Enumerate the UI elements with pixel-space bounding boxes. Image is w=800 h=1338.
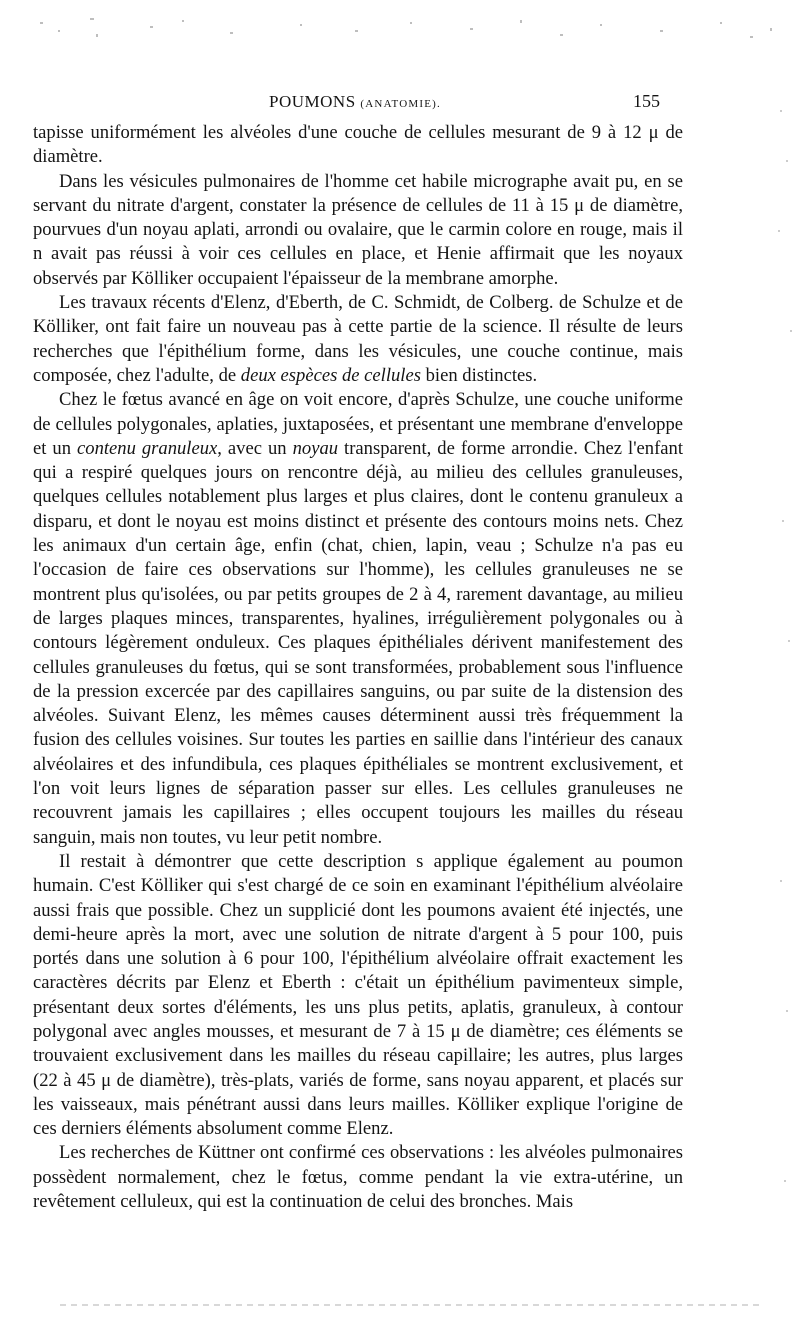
italic-text: contenu granuleux xyxy=(77,437,218,459)
italic-text: noyau xyxy=(292,437,339,459)
text-run: bien distinctes. xyxy=(420,364,538,386)
text-run: Les recherches de Küttner ont confirmé ces observations : les alvéoles pulmonaires possèdent normalement, chez le fœtus, comme pendant la vie extra-utérine, un revêtement celluleux, qui est la continuation de celui des bronches. Mais xyxy=(33,1142,683,1213)
scan-noise-bottom xyxy=(60,1304,760,1306)
running-title-main: POUMONS xyxy=(269,92,356,111)
paragraph xyxy=(33,291,683,388)
scan-noise-top xyxy=(0,0,800,80)
paragraph xyxy=(33,1141,683,1214)
italic-text: deux espèces de cellules xyxy=(240,364,421,386)
text-run: transparent, de forme arrondie. Chez l'enfant qui a respiré quelques jours on rencontre déjà, au milieu des cellules granuleuses, quelques cellules notablement plus larges et plus claires, dont le contenu granuleux a disparu, et dont le noyau est moins distinct et présente des contours moins nets. Chez les animaux d'un certain âge, enfin (chat, chien, lapin, veau ; Schulze n'a pas eu l'occasion de faire ces observations sur l'homme), les cellules granuleuses ne se montrent plus qu'isolées, ou par petits groupes de 2 à 4, rarement davantage, au milieu de larges plaques minces, transparentes, hyalines, irrégulièrement polygonales ou à contours légèrement onduleux. Ces plaques épithéliales dérivent manifestement des cellules granuleuses du fœtus, qui se sont transformées, probablement sous l'influence de la pression excercée par des capillaires sanguins, ou par suite de la distension des alvéoles. Suivant Elenz, les mêmes causes déterminent aussi très fréquemment la fusion des cellules voisines. Sur toutes les parties en saillie dans l'intérieur des canaux alvéolaires et des infundibula, ces plaques épithéliales se montrent exclusivement, et l'on voit leurs lignes de séparation passer sur elles. Les cellules granuleuses ne recouvrent jamais les capillaires ; elles occupent toujours les mailles du réseau sanguin, mais non toutes, vu leur petit nombre. xyxy=(33,437,684,848)
body-text xyxy=(33,121,683,1214)
paragraph xyxy=(33,850,683,1142)
text-run: tapisse uniformément les alvéoles d'une couche de cellules mesurant de 9 à 12 μ de diamètre. xyxy=(33,122,683,168)
running-title-sub: (ANATOMIE). xyxy=(360,98,441,110)
scan-noise-right-edge xyxy=(760,0,800,1338)
text-run: Il restait à démontrer que cette description s applique également au poumon humain. C'est Kölliker qui s'est chargé de ce soin en examinant l'épithélium alvéolaire aussi frais que possible. Chez un supplicié dont les poumons avaient été injectés, une demi-heure après la mort, avec une solution de nitrate d'argent à 5 pour 100, puis portés dans une solution à 6 pour 100, l'épithélium alvéolaire offrait exactement les caractères décrits par Elenz et Eberth : c'était un épithélium pavimenteux simple, présentant deux sortes d'éléments, les uns plus petits, aplatis, granuleux, à contour polygonal avec angles mousses, et mesurant de 7 à 15 μ de diamètre; ces éléments se trouvaient exclusivement dans les mailles du réseau capillaire; les autres, plus larges (22 à 45 μ de diamètre), très-plats, variés de forme, sans noyau apparent, et placés sur les vaisseaux, mais pénétrant aussi dans leurs mailles. Kölliker explique l'origine de ces derniers éléments absolument comme Elenz. xyxy=(33,850,683,1140)
page-number: 155 xyxy=(633,91,660,111)
text-run: Dans les vésicules pulmonaires de l'homme cet habile micrographe avait pu, en se servant du nitrate d'argent, constater la présence de cellules de 11 à 15 μ de diamètre, pourvues d'un noyau aplati, arrondi ou ovalaire, que le carmin colore en rouge, mais il n avait pas réussi à voir ces cellules en place, et Henie affirmait que les noyaux observés par Kölliker occupaient l'épaisseur de la membrane amorphe. xyxy=(33,170,683,289)
running-title xyxy=(0,92,710,112)
running-header xyxy=(0,88,800,118)
paragraph xyxy=(33,170,683,291)
paragraph xyxy=(33,121,683,170)
text-run: Les travaux récents d'Elenz, d'Eberth, de C. Schmidt, de Colberg. de Schulze et de Kölliker, ont fait faire un nouveau pas à cette partie de la science. Il résulte de leurs recherches que l'épithélium forme, dans les vésicules, une couche continue, mais composée, chez l'adulte, de xyxy=(33,292,683,386)
text-run: , avec un xyxy=(217,437,293,459)
text-run: Chez le fœtus avancé en âge on voit encore, d'après Schulze, une couche uniforme de cellules polygonales, aplaties, juxtaposées, et présentant une membrane d'enveloppe et un xyxy=(33,389,683,459)
paragraph xyxy=(33,388,683,850)
